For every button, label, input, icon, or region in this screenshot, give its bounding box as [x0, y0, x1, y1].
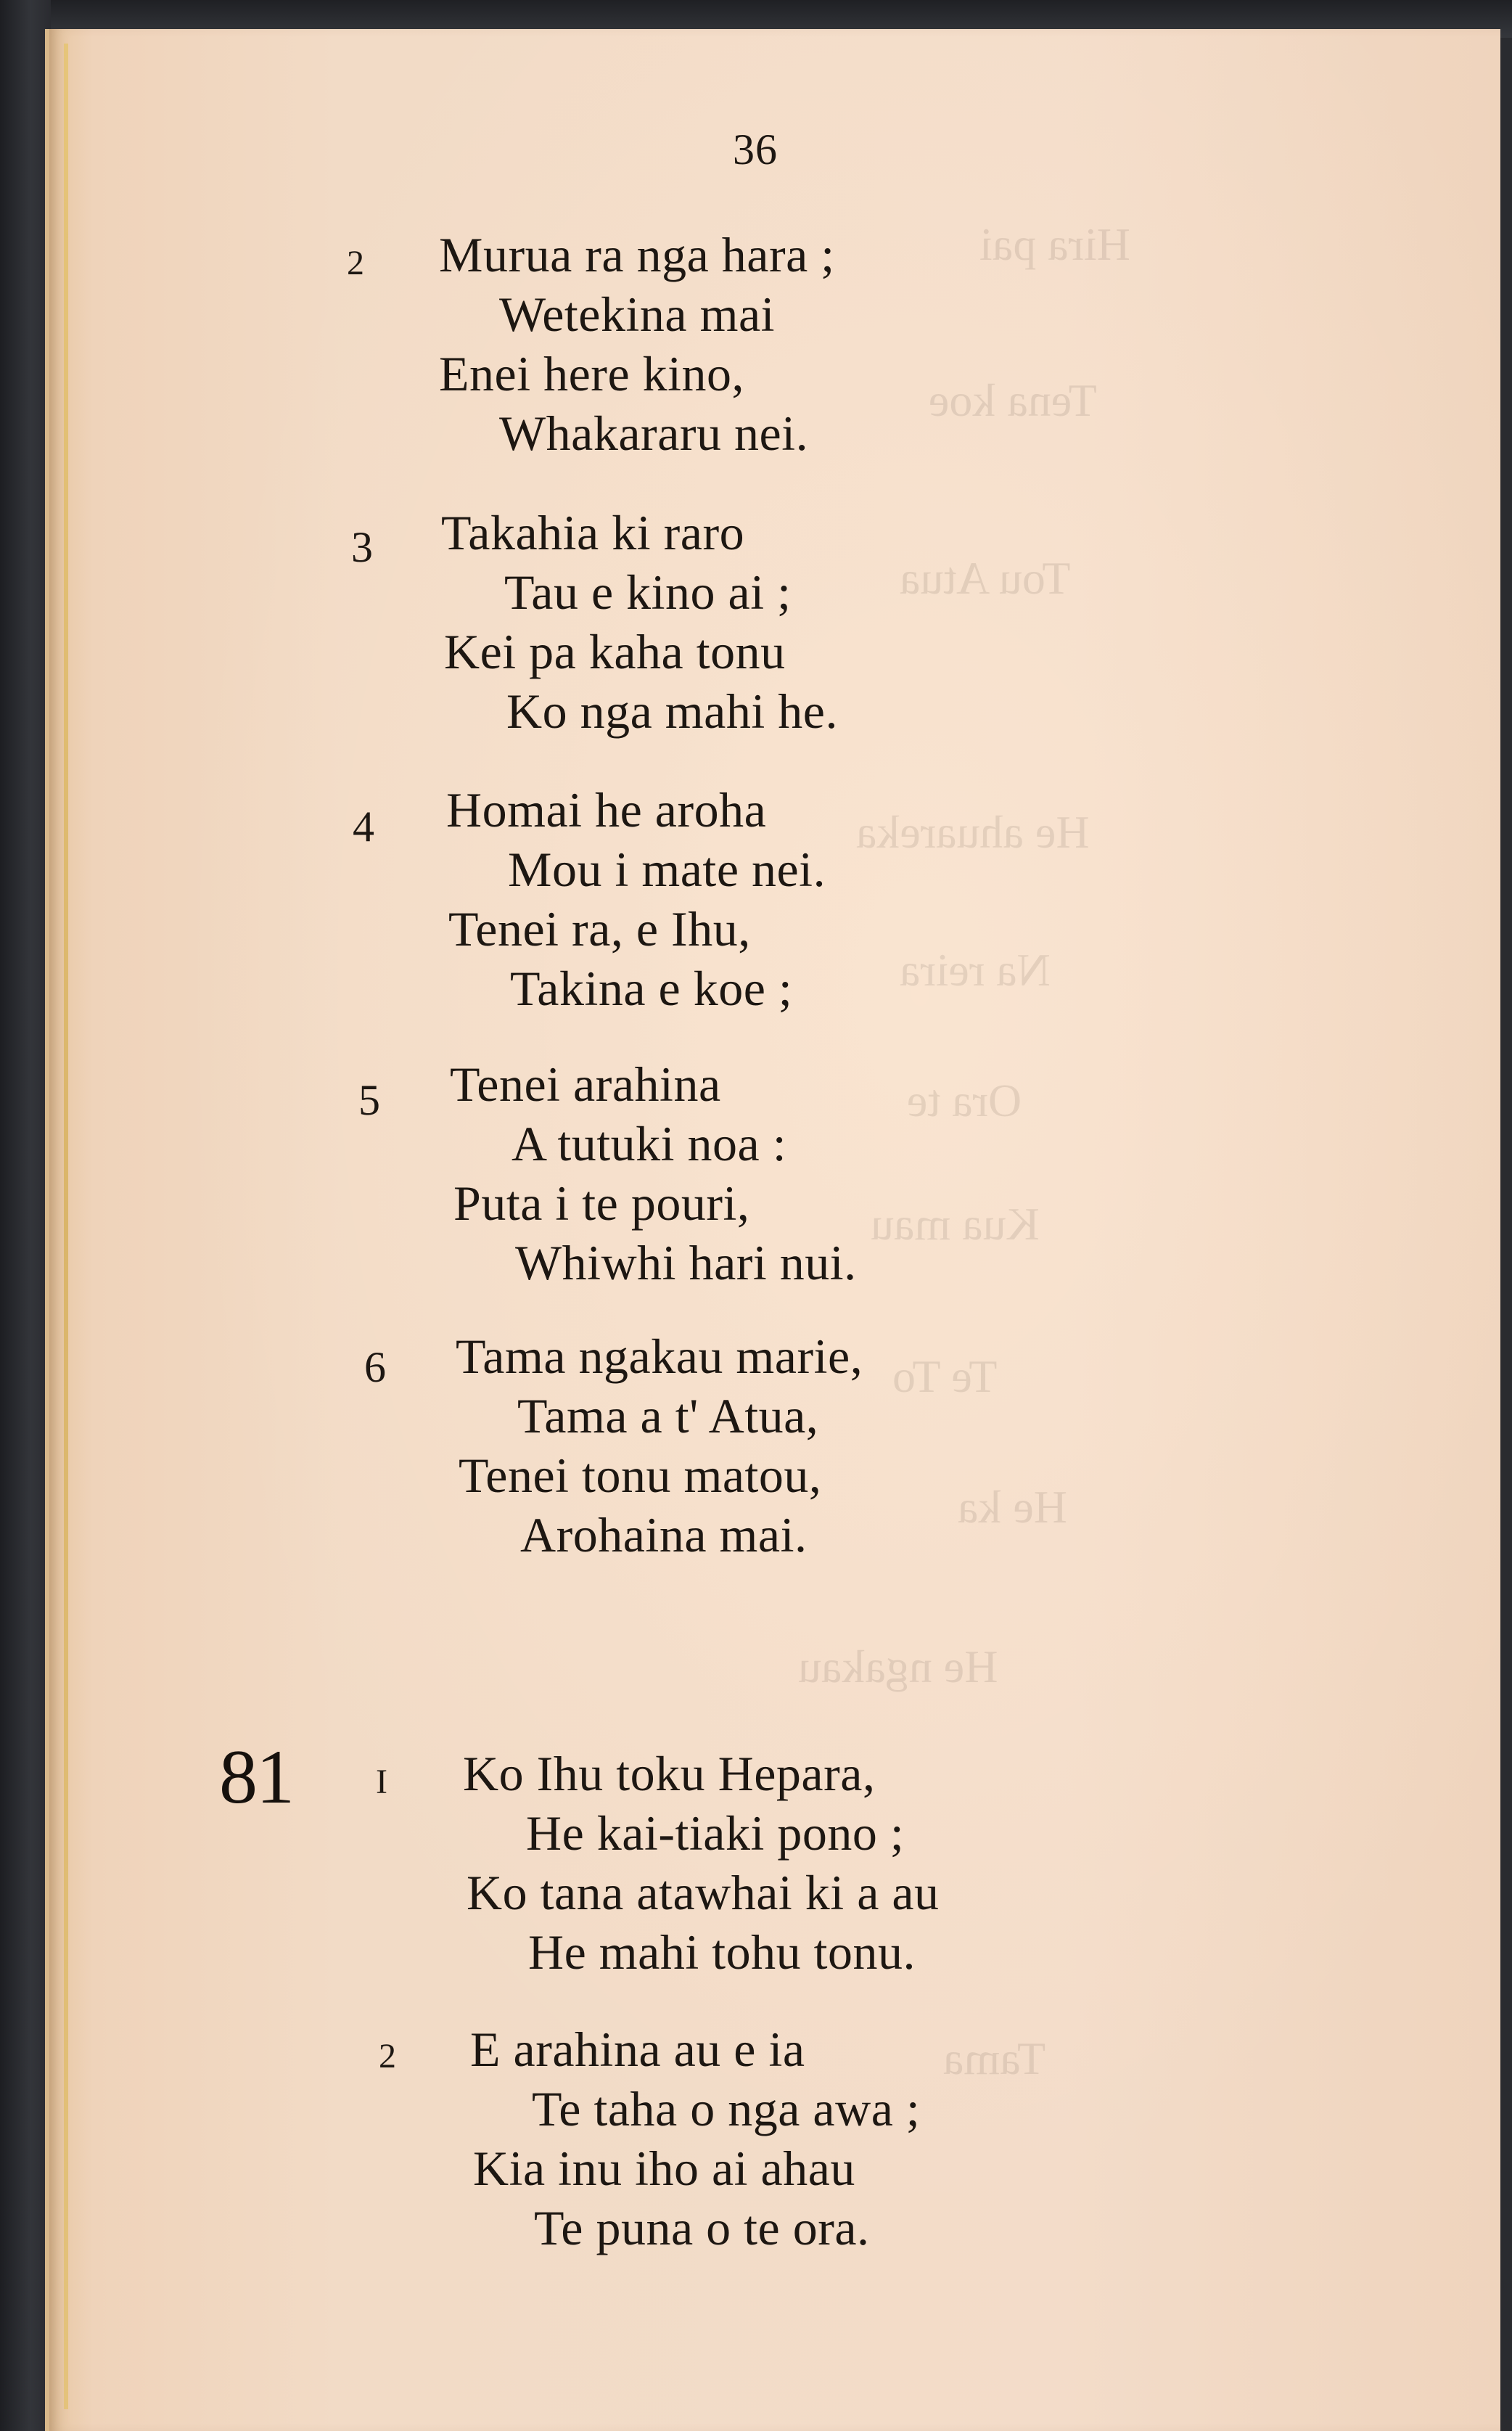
- verse-line: Tenei tonu matou,: [459, 1448, 822, 1503]
- show-through-text: He ahuareka: [856, 806, 1090, 858]
- verse-line: Tenei arahina: [450, 1057, 721, 1112]
- verse-number: 6: [364, 1343, 386, 1391]
- verse-line: Takina e koe ;: [510, 961, 793, 1016]
- show-through-text: Hira pai: [979, 218, 1130, 270]
- show-through-text: Na reira: [900, 944, 1051, 996]
- verse-line: Enei here kino,: [439, 346, 745, 401]
- verse-line: Wetekina mai: [499, 287, 776, 342]
- show-through-text: He ka: [958, 1481, 1068, 1533]
- verse-line: He kai-tiaki pono ;: [526, 1805, 905, 1861]
- verse-number: 2: [379, 2037, 396, 2075]
- verse-line: E arahina au e ia: [470, 2022, 805, 2077]
- verse-number: 3: [351, 523, 373, 571]
- show-through-text: He ngakau: [798, 1641, 998, 1692]
- verse-line: Arohaina mai.: [520, 1507, 808, 1562]
- verse-line: Tenei ra, e Ihu,: [448, 901, 751, 956]
- show-through-text: Tena koe: [929, 374, 1097, 426]
- verse-line: Ko Ihu toku Hepara,: [463, 1746, 876, 1801]
- verse-line: Whakararu nei.: [499, 406, 809, 461]
- verse-line: Murua ra nga hara ;: [439, 227, 835, 282]
- book-cover-edge: [0, 0, 51, 2431]
- show-through-text: Kua mau: [871, 1198, 1040, 1250]
- verse-line: Te puna o te ora.: [534, 2200, 870, 2255]
- verse-number: 5: [358, 1076, 380, 1124]
- verse-line: Tama ngakau marie,: [456, 1329, 863, 1384]
- verse-line: Kia inu iho ai ahau: [473, 2141, 855, 2196]
- verse-number: I: [376, 1763, 387, 1801]
- verse-number: 4: [353, 803, 374, 850]
- verse-line: Ko tana atawhai ki a au: [467, 1865, 940, 1920]
- verse-line: Tau e kino ai ;: [504, 565, 792, 620]
- show-through-text: Te To: [892, 1350, 998, 1402]
- show-through-text: Tama: [943, 2033, 1046, 2084]
- verse-number: 2: [347, 244, 364, 282]
- page-number: 36: [733, 126, 778, 173]
- verse-line: Mou i mate nei.: [508, 842, 826, 897]
- verse-line: Kei pa kaha tonu: [444, 624, 786, 679]
- page-gutter-edge: [64, 44, 68, 2409]
- verse-line: Ko nga mahi he.: [506, 684, 838, 739]
- show-through-text: Ora te: [907, 1075, 1022, 1126]
- verse-line: He mahi tohu tonu.: [528, 1924, 916, 1980]
- verse-line: Homai he aroha: [446, 782, 767, 837]
- verse-line: Takahia ki raro: [441, 505, 745, 560]
- verse-line: A tutuki noa :: [511, 1116, 787, 1171]
- verse-line: Te taha o nga awa ;: [532, 2081, 921, 2136]
- verse-line: Whiwhi hari nui.: [515, 1235, 857, 1290]
- verse-line: Tama a t' Atua,: [517, 1388, 819, 1443]
- verse-line: Puta i te pouri,: [453, 1176, 750, 1231]
- hymn-number: 81: [219, 1734, 293, 1819]
- show-through-text: Tou Atua: [900, 552, 1071, 604]
